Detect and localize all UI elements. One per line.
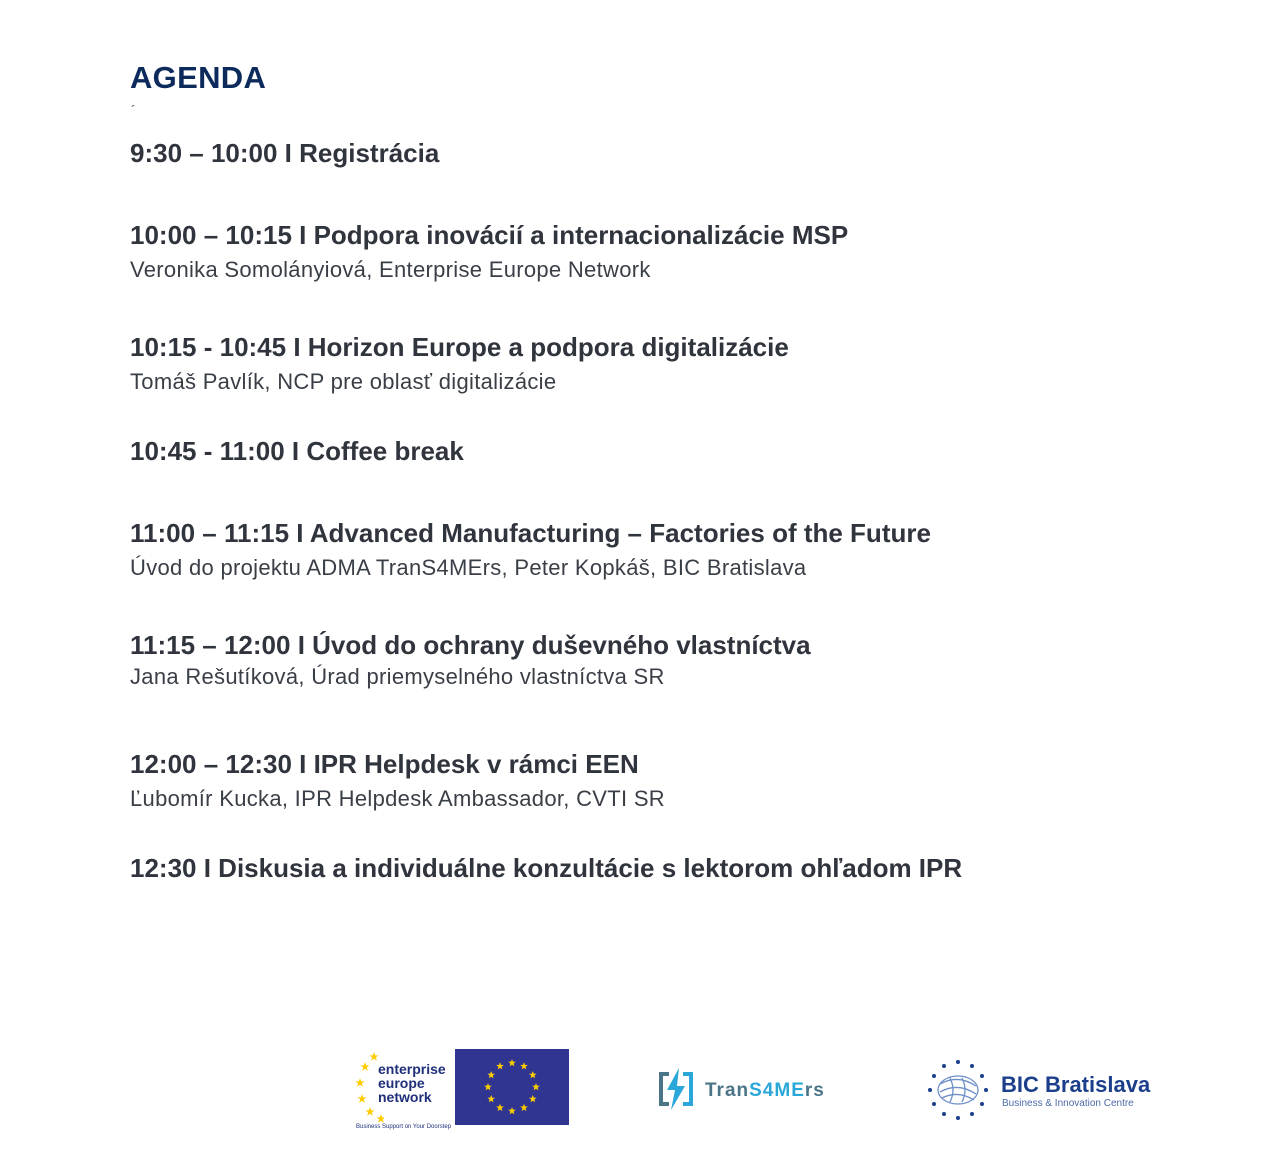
eu-star [532, 1083, 540, 1090]
agenda-item-heading: 12:00 – 12:30 I IPR Helpdesk v rámci EEN [130, 749, 639, 779]
bic-description: Business & Innovation Centre [1002, 1098, 1134, 1109]
lightning-bolt-icon [655, 1066, 697, 1112]
eu-star [496, 1062, 504, 1069]
agenda-item-speaker: Úvod do projektu ADMA TranS4MErs, Peter Kopkáš, BIC Bratislava [130, 555, 807, 580]
agenda-item-heading: 10:15 - 10:45 I Horizon Europe a podpora digitalizácie [130, 332, 789, 362]
een-line2: europe [378, 1075, 425, 1091]
bic-bratislava-logo [920, 1056, 1151, 1136]
wordmark-part1: Tran [705, 1080, 750, 1101]
partner-logos [320, 1040, 1160, 1140]
eu-star [487, 1071, 495, 1078]
agenda-item-heading: 10:00 – 10:15 I Podpora inovácií a internacionalizácie MSP [130, 220, 849, 250]
agenda-item-advanced-manufacturing [130, 518, 931, 581]
wordmark-part2: S4ME [749, 1080, 805, 1101]
een-line1: enterprise [378, 1061, 446, 1077]
agenda-item-speaker: Jana Rešutíková, Úrad priemyselného vlastníctva SR [130, 664, 665, 689]
agenda-item-heading: 9:30 – 10:00 I Registrácia [130, 138, 440, 168]
eu-star [487, 1095, 495, 1102]
eu-star [520, 1062, 528, 1069]
eu-flag [455, 1049, 569, 1125]
agenda-item-heading: 11:00 – 11:15 I Advanced Manufacturing – Factories of the Future [130, 518, 931, 548]
agenda-item-discussion [130, 853, 962, 884]
een-tagline: Business Support on Your Doorstep [356, 1124, 452, 1130]
bic-name: BIC Bratislava [1001, 1072, 1151, 1097]
eu-star [508, 1107, 516, 1114]
transformers-wordmark [705, 1080, 825, 1102]
agenda-item-coffee-break [130, 436, 464, 467]
agenda-item-registration [130, 138, 439, 169]
eu-star [496, 1104, 504, 1111]
stray-accent-mark: ´ [131, 102, 136, 118]
eu-star [484, 1083, 492, 1090]
agenda-item-heading: 10:45 - 11:00 I Coffee break [130, 436, 464, 466]
wordmark-part3: rs [804, 1080, 825, 1101]
agenda-item-heading: 11:15 – 12:00 I Úvod do ochrany duševného vlastníctva [130, 630, 811, 660]
een-logo [354, 1048, 454, 1134]
eu-stars-icon [455, 1049, 569, 1125]
agenda-item-ip-protection [130, 630, 811, 690]
agenda-item-speaker: Ľubomír Kucka, IPR Helpdesk Ambassador, CVTI SR [130, 786, 665, 811]
bic-globe-icon [920, 1056, 996, 1126]
agenda-title: AGENDA [130, 60, 267, 95]
agenda-item-sme-support [130, 220, 848, 283]
agenda-item-speaker: Veronika Somolányiová, Enterprise Europe Network [130, 257, 651, 282]
eu-star [520, 1104, 528, 1111]
agenda-item-heading: 12:30 I Diskusia a individuálne konzultácie s lektorom ohľadom IPR [130, 853, 963, 883]
agenda-item-horizon-europe [130, 332, 789, 395]
eu-star [529, 1095, 537, 1102]
eu-star [529, 1071, 537, 1078]
een-line3: network [378, 1089, 432, 1105]
agenda-item-speaker: Tomáš Pavlík, NCP pre oblasť digitalizácie [130, 369, 557, 394]
agenda-item-ipr-helpdesk [130, 749, 665, 812]
transformers-logo [655, 1066, 835, 1116]
eu-star [508, 1059, 516, 1066]
